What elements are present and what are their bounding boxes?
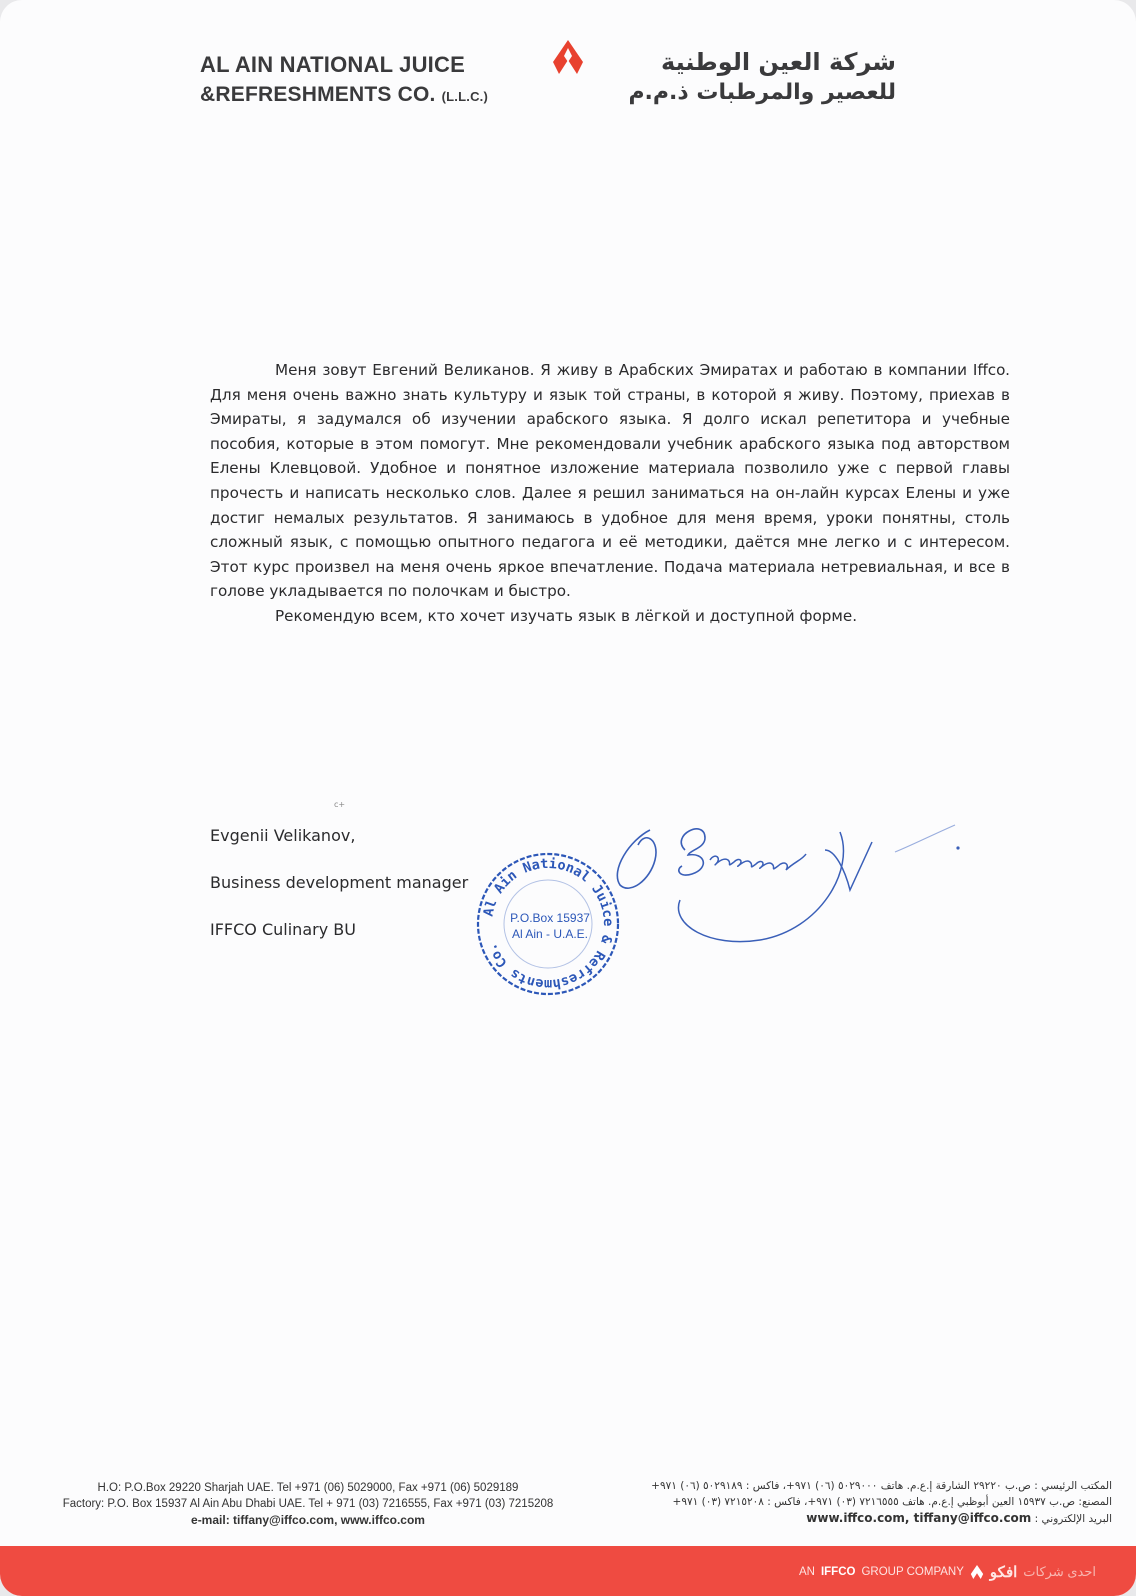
footer-ar-email-value: www.iffco.com, tiffany@iffco.com	[806, 1511, 1032, 1525]
footer-head-office: H.O: P.O.Box 29220 Sharjah UAE. Tel +971 (06) 5029000, Fax +971 (06) 5029189	[97, 1482, 519, 1494]
footer-factory: Factory: P.O. Box 15937 Al Ain Abu Dhabi UAE. Tel + 971 (03) 7216555, Fax +971 (03) 7215208	[62, 1498, 554, 1510]
letter-body	[210, 358, 1010, 629]
signer-name: Evgenii Velikanov,	[210, 826, 356, 845]
brand-name: IFFCO	[820, 1566, 856, 1578]
brand-suffix: GROUP COMPANY	[861, 1566, 964, 1578]
body-paragraph-1: Меня зовут Евгений Великанов. Я живу в Арабских Эмиратах и работаю в компании Iffco. Для меня очень важно знать культуру и язык той страны, в которой я живу. Поэтому, приехав в Эмираты, я задумался об изучении арабского языка. Я долго искал репетитора и учебные пособия, которые в этом помогут. Мне рекомендовали учебник арабского языка под авторством Елены Клевцовой. Удобное и понятное изложение материала позволило уже с первой главы прочесть и написать несколько слов. Далее я решил заниматься на он-лайн курсах Елены и уже достиг немалых результатов. Я занимаюсь в удобное для меня время, уроки понятны, столь сложный язык, с помощью опытного педагога и её методики, даётся мне легко и с интересом. Этот курс произвел на меня очень яркое впечатление. Подача материала нетревиальная, и все в голове укладывается по полочкам и быстро.	[210, 361, 1010, 601]
signer-position: Business development manager	[210, 873, 469, 892]
footer-ar-factory: المصنع: ص.ب ١٥٩٣٧ العين أبوظبي إ.ع.م. هاتف ٧٢١٦٥٥٥ (٠٣) ٩٧١+، فاكس : ٧٢١٥٢٠٨ (٠٣) ٩٧١+	[672, 1496, 1112, 1508]
footer-ar-email	[600, 1510, 1112, 1527]
footer-ar-email-label: البريد الإلكتروني :	[1034, 1513, 1112, 1525]
brand-prefix-arabic: احدى شركات	[1023, 1564, 1096, 1579]
company-name-en-line2	[200, 80, 488, 112]
stamp-center-line1: P.O.Box 15937	[510, 911, 590, 925]
body-paragraph-2: Рекомендую всем, кто хочет изучать язык в лёгкой и доступной форме.	[275, 606, 858, 625]
company-stamp	[474, 850, 622, 998]
company-name-ar-line2: للعصير والمرطبات ذ.م.م	[628, 80, 896, 105]
brand-prefix: AN	[798, 1566, 815, 1578]
small-mark: c+	[334, 800, 346, 809]
signer-department: IFFCO Culinary BU	[210, 920, 356, 939]
footer-english	[28, 1480, 588, 1528]
footer-ar-head-office: المكتب الرئيسي : ص.ب ٢٩٢٢٠ الشارقة إ.ع.م. هاتف ٥٠٢٩٠٠٠ (٠٦) ٩٧١+، فاكس : ٥٠٢٩١٨٩ (٠٦) ٩٧١+	[651, 1480, 1112, 1492]
signature-block	[210, 824, 468, 965]
stamp-ring-text: Al Ain National Juice & Refreshments Co.	[480, 855, 617, 993]
footer-brand	[799, 1563, 1096, 1581]
stamp-center-line2: Al Ain - U.A.E.	[511, 927, 589, 941]
footer-arabic	[600, 1478, 1112, 1527]
company-logo-icon	[552, 40, 584, 74]
company-name-ar-line1: شركة العين الوطنية	[661, 48, 896, 76]
company-name-en-line2-text: &REFRESHMENTS CO.	[200, 83, 436, 106]
company-name-en-line1: AL AIN NATIONAL JUICE	[200, 52, 465, 77]
brand-name-arabic: افكو	[989, 1564, 1018, 1581]
company-suffix: (L.L.C.)	[441, 89, 489, 104]
footer-email: e-mail: tiffany@iffco.com, www.iffco.com	[191, 1513, 425, 1527]
brand-logo-icon	[970, 1565, 984, 1579]
letterhead-arabic	[628, 46, 896, 108]
letterhead-english	[200, 50, 488, 112]
handwritten-signature	[610, 810, 990, 980]
